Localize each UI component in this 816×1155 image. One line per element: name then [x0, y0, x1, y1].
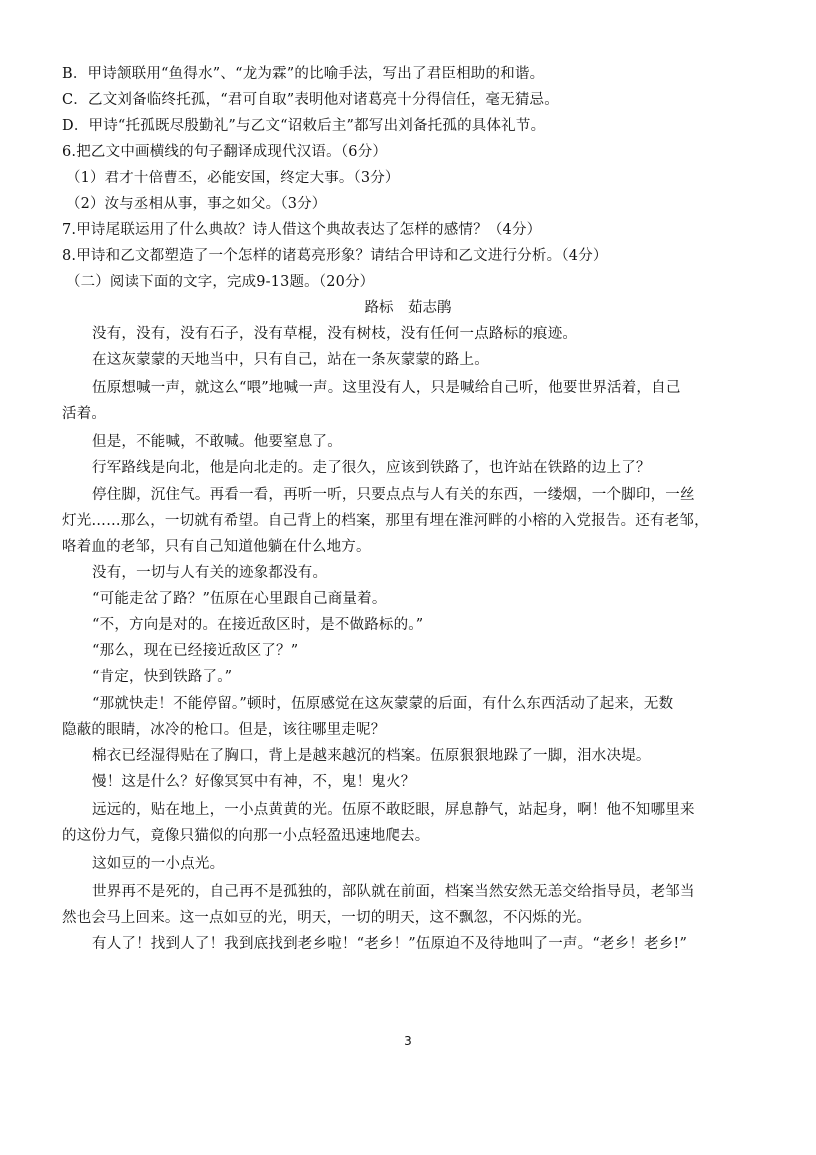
passage-paragraph-12-line-1: “那就快走！不能停留。”顿时，伍原感觉在这灰蒙蒙的后面，有什么东西活动了起来，无数 — [92, 696, 674, 712]
passage-paragraph-3-line-1: 伍原想喊一声，就这么“喂”地喊一声。这里没有人，只是喊给自己听，他要世界活着，自己 — [92, 380, 681, 396]
passage-paragraph-12-line-2: 隐蔽的眼睛，冰冷的枪口。但是，该往哪里走呢？ — [62, 722, 386, 738]
passage-paragraph-13: 棉衣已经湿得贴在了胸口，背上是越来越沉的档案。伍原狠狠地跺了一脚，泪水决堤。 — [92, 748, 651, 764]
passage-paragraph-2: 在这灰蒙蒙的天地当中，只有自己，站在一条灰蒙蒙的路上。 — [92, 352, 489, 368]
option-d: D．甲诗“托孤既尽殷勤礼”与乙文“诏敕后主”都写出刘备托孤的具体礼节。 — [62, 118, 546, 134]
question-6-part-1: （1）君才十倍曹丕，必能安国，终定大事。（3分） — [66, 170, 400, 186]
passage-paragraph-18: 有人了！找到人了！我到底找到老乡啦！“老乡！”伍原迫不及待地叫了一声。“老乡！老乡!” — [92, 936, 688, 952]
passage-paragraph-5: 行军路线是向北，他是向北走的。走了很久，应该到铁路了，也许站在铁路的边上了？ — [92, 460, 651, 476]
passage-paragraph-14: 慢！这是什么？好像冥冥中有神，不，鬼！鬼火？ — [92, 774, 416, 790]
option-b: B．甲诗颔联用“鱼得水”、“龙为霖”的比喻手法，写出了君臣相助的和谐。 — [62, 66, 545, 82]
passage-paragraph-3-line-2: 活着。 — [62, 406, 107, 422]
passage-paragraph-1: 没有，没有，没有石子，没有草棍，没有树枝，没有任何一点路标的痕迹。 — [92, 326, 578, 342]
passage-paragraph-6-line-2: 灯光……那么，一切就有希望。自己背上的档案，那里有埋在淮河畔的小榕的入党报告。还有老邹， — [62, 513, 709, 529]
passage-paragraph-17-line-1: 世界再不是死的，自己再不是孤独的，部队就在前面，档案当然安然无恙交给指导员，老邹当 — [92, 884, 695, 900]
passage-paragraph-4: 但是，不能喊，不敢喊。他要窒息了。 — [92, 434, 342, 450]
question-6: 6.把乙文中画横线的句子翻译成现代汉语。（6分） — [62, 144, 388, 160]
passage-title: 路标 茹志鹃 — [364, 300, 452, 316]
question-8: 8.甲诗和乙文都塑造了一个怎样的诸葛亮形象？请结合甲诗和乙文进行分析。（4分） — [62, 248, 608, 264]
question-7: 7.甲诗尾联运用了什么典故？诗人借这个典故表达了怎样的感情？（4分） — [62, 222, 542, 238]
passage-paragraph-11: “肯定，快到铁路了。” — [92, 669, 233, 685]
passage-paragraph-9: “不，方向是对的。在接近敌区时，是不做路标的。” — [92, 617, 424, 633]
passage-paragraph-6-line-3: 咯着血的老邹，只有自己知道他躺在什么地方。 — [62, 539, 371, 555]
page-number: 3 — [404, 1034, 412, 1048]
passage-paragraph-8: “可能走岔了路？”伍原在心里跟自己商量着。 — [92, 591, 387, 607]
passage-paragraph-10: “那么，现在已经接近敌区了？” — [92, 643, 299, 659]
passage-paragraph-17-line-2: 然也会马上回来。这一点如豆的光，明天，一切的明天，这不飘忽，不闪烁的光。 — [62, 910, 592, 926]
passage-paragraph-16: 这如豆的一小点光。 — [92, 856, 225, 872]
section-heading: （二）阅读下面的文字，完成9-13题。（20分） — [66, 274, 375, 290]
passage-paragraph-6-line-1: 停住脚，沉住气。再看一看，再听一听，只要点点与人有关的东西，一缕烟，一个脚印，一丝 — [92, 487, 695, 503]
passage-paragraph-15-line-1: 远远的，贴在地上，一小点黄黄的光。伍原不敢眨眼，屏息静气，站起身，啊！他不知哪里来 — [92, 802, 695, 818]
passage-paragraph-7: 没有，一切与人有关的迹象都没有。 — [92, 565, 328, 581]
option-c: C．乙文刘备临终托孤，“君可自取”表明他对诸葛亮十分得信任，毫无猜忌。 — [62, 92, 559, 108]
question-6-part-2: （2）汝与丞相从事，事之如父。（3分） — [66, 196, 327, 212]
passage-paragraph-15-line-2: 的这份力气，竟像只猫似的向那一小点轻盈迅速地爬去。 — [62, 828, 430, 844]
